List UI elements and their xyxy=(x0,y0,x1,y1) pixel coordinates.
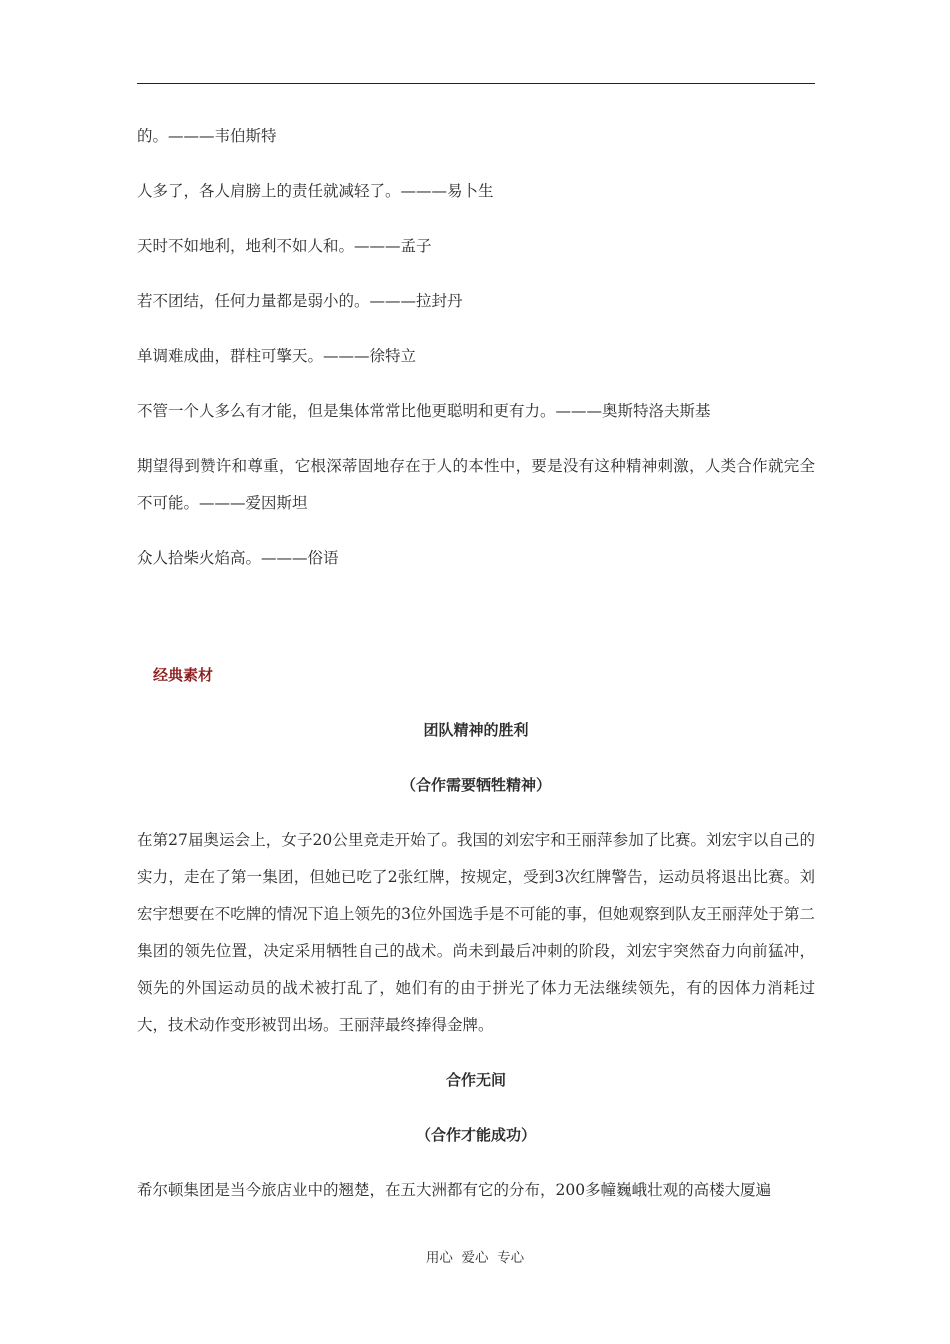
quote: 人多了，各人肩膀上的责任就减轻了。———易卜生 xyxy=(137,182,494,200)
header-rule xyxy=(137,83,815,84)
stories xyxy=(137,712,815,1227)
story-subtitle: （合作才能成功） xyxy=(415,1126,536,1144)
story-body: 希尔顿集团是当今旅店业中的翘楚，在五大洲都有它的分布，200多幢巍峨壮观的高楼大厦遍 xyxy=(137,1181,772,1199)
story-title: 合作无间 xyxy=(445,1071,506,1089)
story-body: 在第27届奥运会上，女子20公里竞走开始了。我国的刘宏宇和王丽萍参加了比赛。刘宏宇以自己的实力，走在了第一集团，但她已吃了2张红牌，按规定，受到3次红牌警告，运动员将退出比赛。刘宏宇想要在不吃牌的情况下追上领先的3位外国选手是不可能的事，但她观察到队友王丽萍处于第二集团的领先位置，决定采用牺牲自己的战术。尚未到最后冲刺的阶段，刘宏宇突然奋力向前猛冲，领先的外国运动员的战术被打乱了，她们有的由于拼光了体力无法继续领先，有的因体力消耗过大，技术动作变形被罚出场。王丽萍最终捧得金牌。 xyxy=(137,831,815,1034)
section-label: 经典素材 xyxy=(153,666,214,684)
quote: 众人拾柴火焰高。———俗语 xyxy=(137,549,339,567)
page-footer: 用心 爱心 专心 xyxy=(425,1250,525,1266)
quote: 天时不如地利，地利不如人和。———孟子 xyxy=(137,237,432,255)
quote: 不管一个人多么有才能，但是集体常常比他更聪明和更有力。———奥斯特洛夫斯基 xyxy=(137,402,711,420)
quote: 单调难成曲，群柱可擎天。———徐特立 xyxy=(137,347,417,365)
story-title: 团队精神的胜利 xyxy=(423,721,529,739)
story-subtitle: （合作需要牺牲精神） xyxy=(400,776,551,794)
quote: 的。———韦伯斯特 xyxy=(137,127,277,145)
quote: 若不团结，任何力量都是弱小的。———拉封丹 xyxy=(137,292,463,310)
quotes-list xyxy=(137,118,815,595)
quote: 期望得到赞许和尊重，它根深蒂固地存在于人的本性中，要是没有这种精神刺激，人类合作就完全不可能。———爱因斯坦 xyxy=(137,457,815,512)
